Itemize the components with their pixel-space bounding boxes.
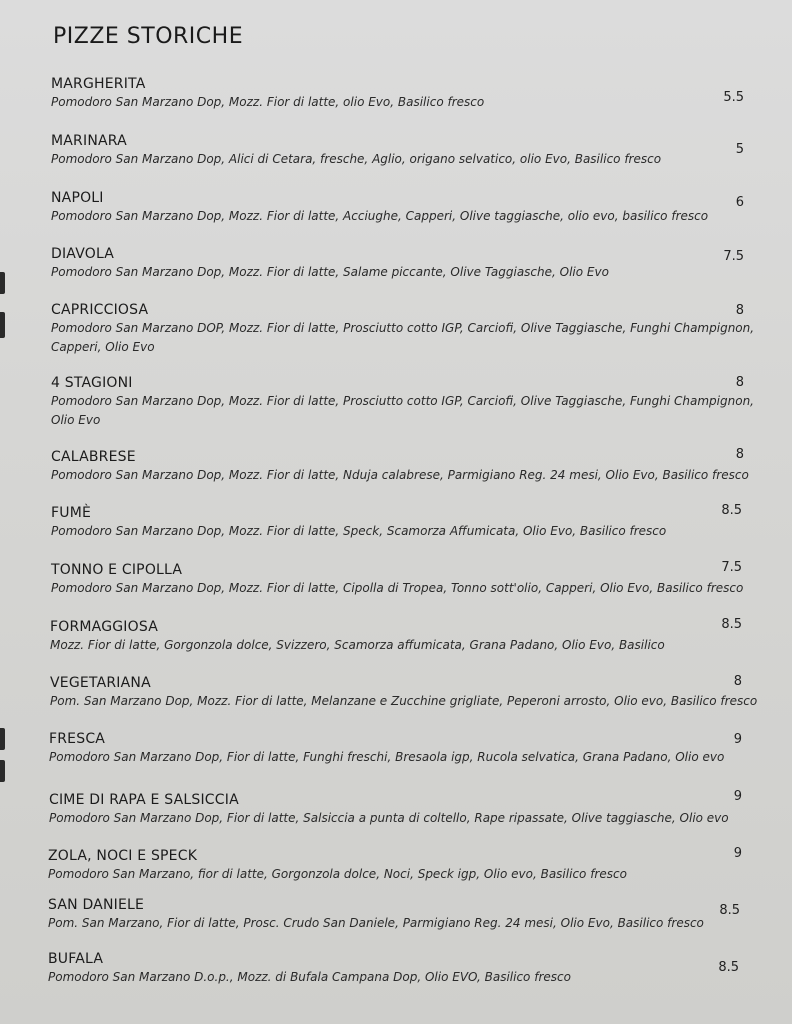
menu-item-price: 5 xyxy=(735,142,744,157)
menu-title: PIZZE STORICHE xyxy=(53,24,244,49)
menu-item-description: Pomodoro San Marzano Dop, Fior di latte, Funghi freschi, Bresaola igp, Rucola selvatica, Grana Padano, Olio evo xyxy=(49,750,725,764)
menu-item-description: Pomodoro San Marzano Dop, Mozz. Fior di latte, Nduja calabrese, Parmigiano Reg. 24 mesi, Olio Evo, Basilico fresco xyxy=(51,468,749,482)
menu-item-name: FRESCA xyxy=(49,731,106,747)
menu-item-price: 8.5 xyxy=(721,617,742,632)
page-edge-mark xyxy=(0,760,5,782)
menu-item-price: 8.5 xyxy=(718,960,739,975)
menu-item-name: CALABRESE xyxy=(51,449,136,465)
menu-item-price: 8 xyxy=(733,674,742,689)
menu-item-price: 8.5 xyxy=(719,903,740,918)
menu-item-description: Pom. San Marzano Dop, Mozz. Fior di latte, Melanzane e Zucchine grigliate, Peperoni arrosto, Olio evo, Basilico fresco xyxy=(50,694,758,708)
menu-item-name: 4 STAGIONI xyxy=(51,375,133,391)
menu-item-price: 8 xyxy=(735,303,744,318)
menu-item-price: 7.5 xyxy=(721,560,742,575)
menu-item-description: Capperi, Olio Evo xyxy=(51,340,155,354)
menu-item-name: BUFALA xyxy=(48,951,104,967)
menu-item-description: Pomodoro San Marzano, fior di latte, Gorgonzola dolce, Noci, Speck igp, Olio evo, Basilico fresco xyxy=(48,867,627,881)
menu-item-name: SAN DANIELE xyxy=(48,897,145,913)
menu-item-price: 9 xyxy=(733,846,742,861)
menu-item-price: 6 xyxy=(735,195,744,210)
menu-item-name: TONNO E CIPOLLA xyxy=(51,562,183,578)
menu-item-name: VEGETARIANA xyxy=(50,675,151,691)
menu-item-name: FORMAGGIOSA xyxy=(50,619,158,635)
menu-item-description: Pomodoro San Marzano Dop, Mozz. Fior di latte, Cipolla di Tropea, Tonno sott'olio, Capperi, Olio Evo, Basilico fresco xyxy=(51,581,744,595)
menu-item-name: DIAVOLA xyxy=(51,246,115,262)
menu-item-name: CAPRICCIOSA xyxy=(51,302,149,318)
menu-item-description: Pomodoro San Marzano Dop, Mozz. Fior di latte, olio Evo, Basilico fresco xyxy=(51,95,485,109)
menu-item-name: ZOLA, NOCI E SPECK xyxy=(48,848,198,864)
menu-item-price: 5.5 xyxy=(723,90,744,105)
menu-item-description: Pomodoro San Marzano Dop, Alici di Cetara, fresche, Aglio, origano selvatico, olio Evo, Basilico fresco xyxy=(51,152,662,166)
page-edge-mark xyxy=(0,728,5,750)
menu-item-price: 7.5 xyxy=(723,249,744,264)
menu-item-description: Pomodoro San Marzano DOP, Mozz. Fior di latte, Prosciutto cotto IGP, Carciofi, Olive Taggiasche, Funghi Champignon, xyxy=(51,321,755,335)
menu-item-description: Pomodoro San Marzano Dop, Mozz. Fior di latte, Speck, Scamorza Affumicata, Olio Evo, Basilico fresco xyxy=(51,524,667,538)
menu-item-description: Pomodoro San Marzano Dop, Mozz. Fior di latte, Prosciutto cotto IGP, Carciofi, Olive Taggiasche, Funghi Champignon, xyxy=(51,394,754,408)
menu-item-price: 9 xyxy=(733,789,742,804)
menu-item-name: MARINARA xyxy=(51,133,127,149)
menu-item-description: Olio Evo xyxy=(51,413,101,427)
menu-item-name: NAPOLI xyxy=(51,190,104,206)
menu-item-price: 8 xyxy=(735,375,744,390)
page-edge-mark xyxy=(0,312,5,338)
menu-item-name: MARGHERITA xyxy=(51,76,146,92)
menu-item-name: FUMÈ xyxy=(51,505,92,521)
menu-item-description: Mozz. Fior di latte, Gorgonzola dolce, Svizzero, Scamorza affumicata, Grana Padano, Olio Evo, Basilico xyxy=(50,638,665,652)
menu-item-price: 9 xyxy=(733,732,742,747)
menu-item-description: Pomodoro San Marzano Dop, Mozz. Fior di latte, Salame piccante, Olive Taggiasche, Olio Evo xyxy=(51,265,609,279)
menu-item-description: Pomodoro San Marzano Dop, Fior di latte, Salsiccia a punta di coltello, Rape ripassate, Olive taggiasche, Olio evo xyxy=(49,811,729,825)
menu-item-name: CIME DI RAPA E SALSICCIA xyxy=(49,792,239,808)
menu-item-price: 8 xyxy=(735,447,744,462)
menu-item-price: 8.5 xyxy=(721,503,742,518)
menu-item-description: Pomodoro San Marzano Dop, Mozz. Fior di latte, Acciughe, Capperi, Olive taggiasche, olio evo, basilico fresco xyxy=(51,209,709,223)
page-edge-mark xyxy=(0,272,5,294)
menu-item-description: Pomodoro San Marzano D.o.p., Mozz. di Bufala Campana Dop, Olio EVO, Basilico fresco xyxy=(48,970,571,984)
menu-item-description: Pom. San Marzano, Fior di latte, Prosc. Crudo San Daniele, Parmigiano Reg. 24 mesi, Olio Evo, Basilico fresco xyxy=(48,916,704,930)
